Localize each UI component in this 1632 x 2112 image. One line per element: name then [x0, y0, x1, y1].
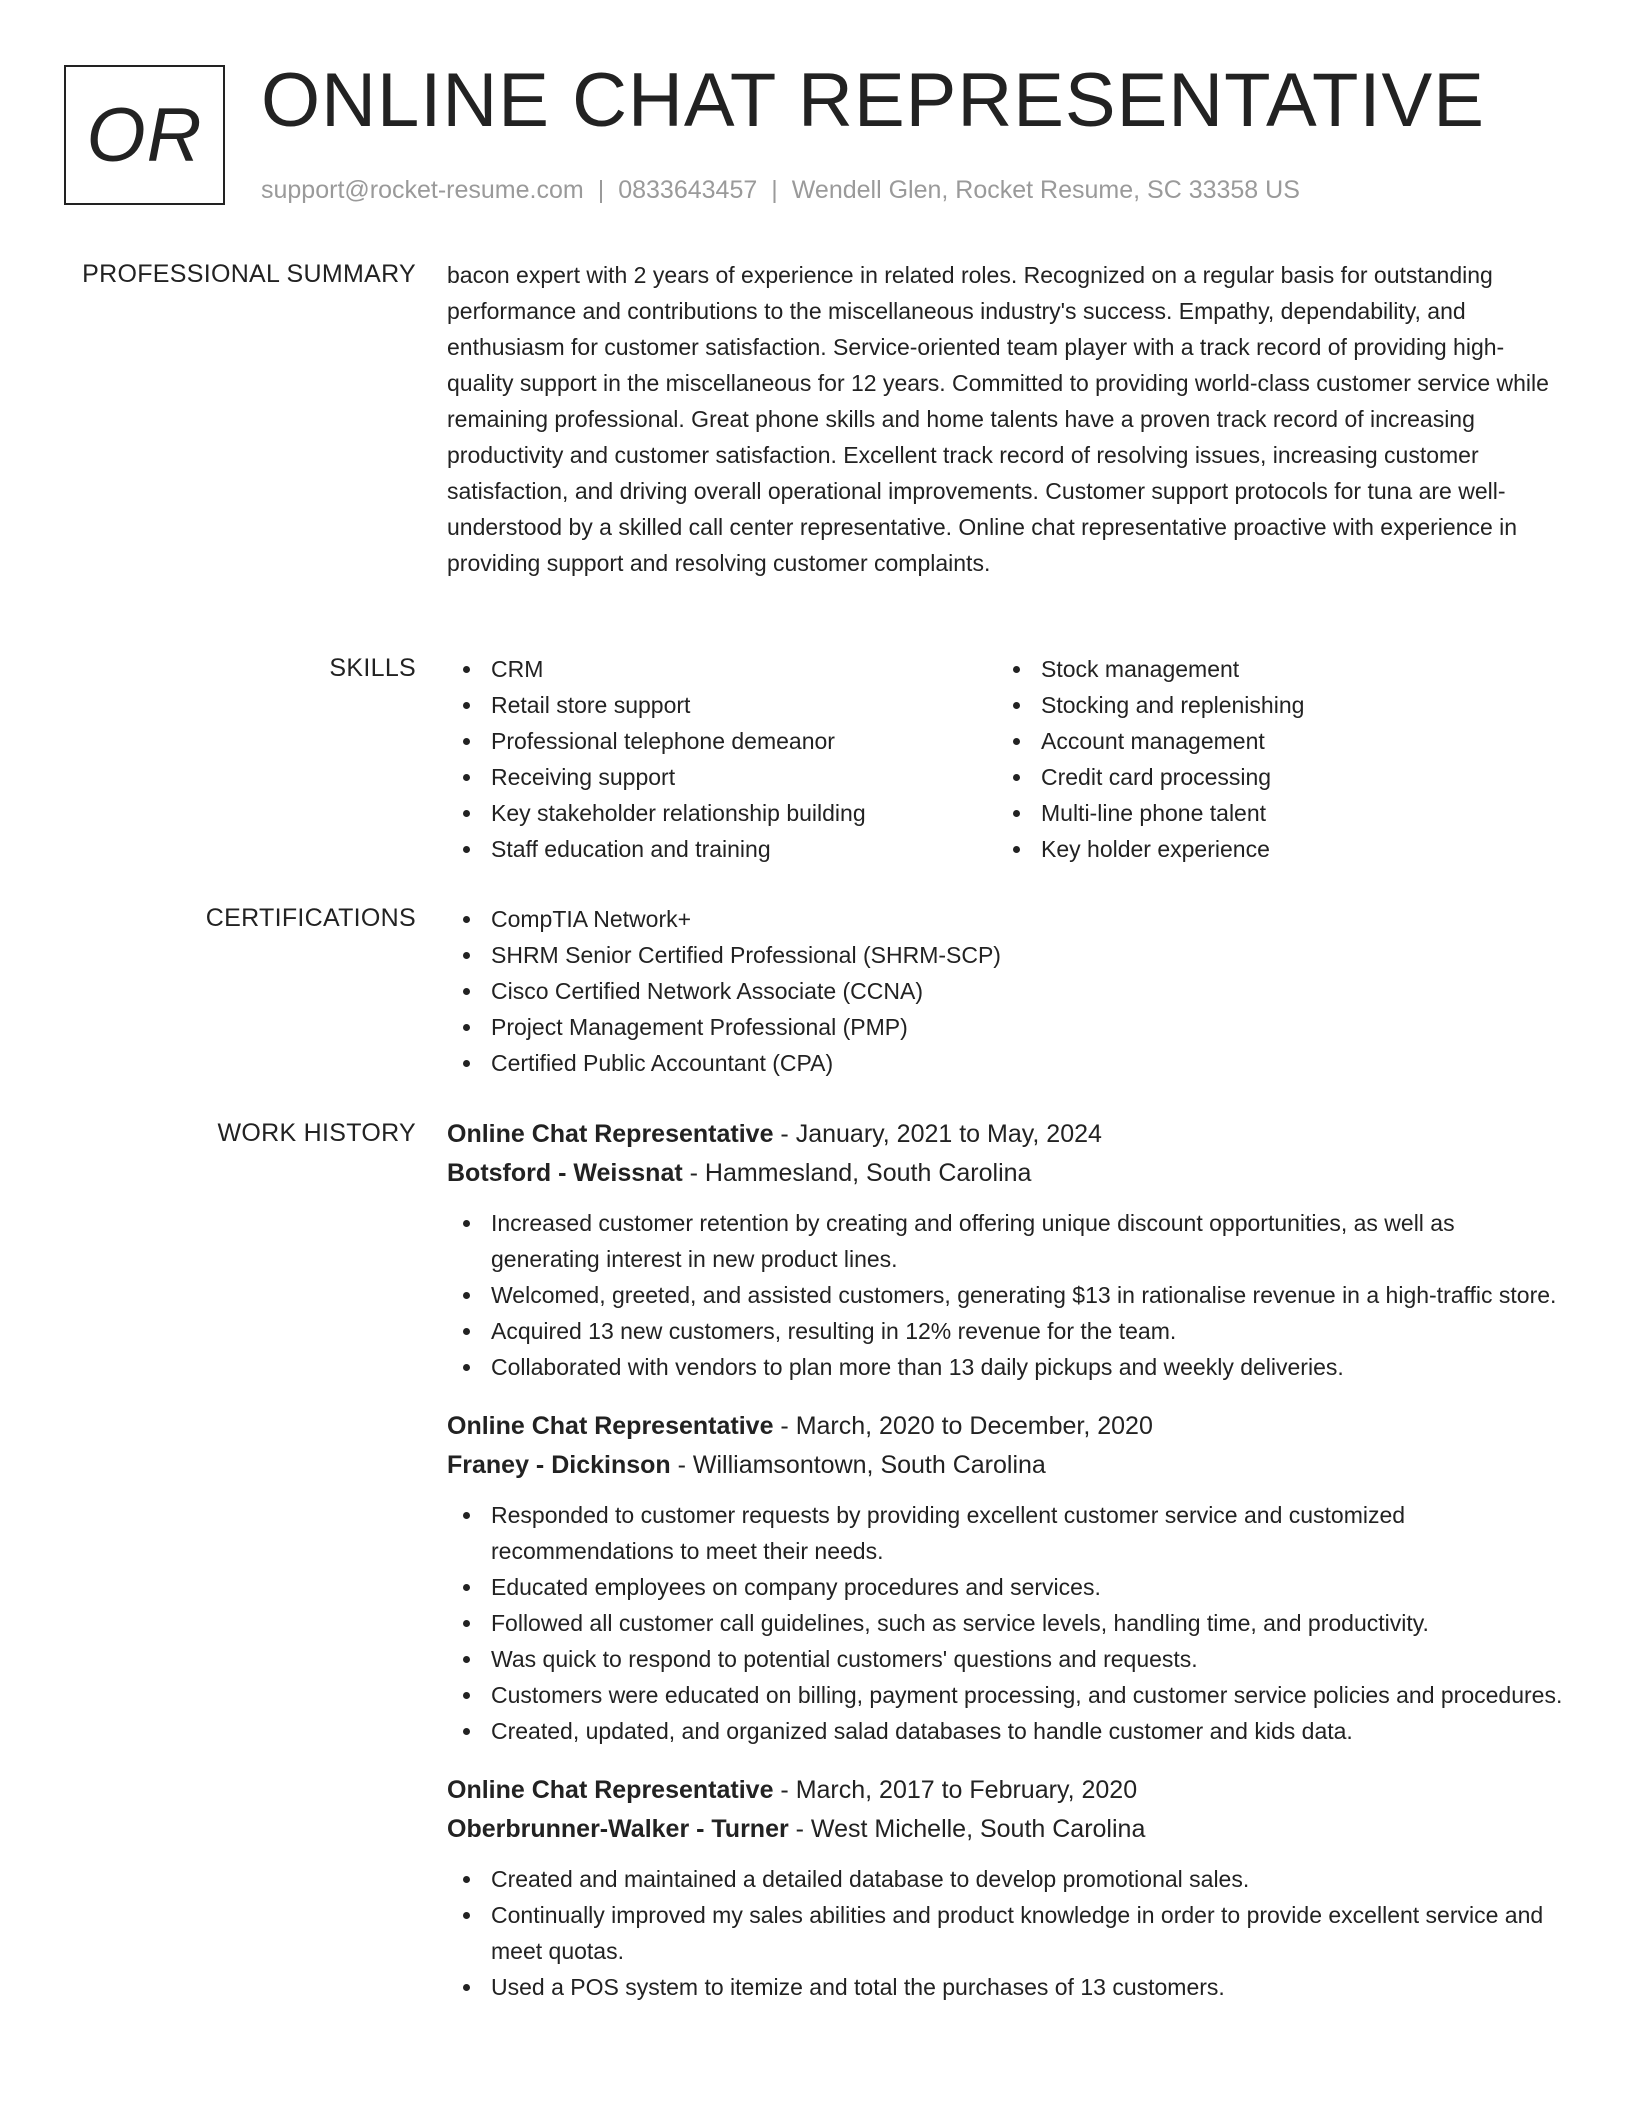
- certification-item: Cisco Certified Network Associate (CCNA): [447, 973, 1565, 1009]
- job-company-line: [447, 1810, 1565, 1849]
- section-summary: [447, 257, 1565, 581]
- job-bullet: Created, updated, and organized salad databases to handle customer and kids data.: [447, 1713, 1565, 1749]
- job-dates: - January, 2021 to May, 2024: [773, 1120, 1102, 1148]
- skills-list-right: [997, 651, 1547, 867]
- job-dates: - March, 2017 to February, 2020: [773, 1776, 1138, 1804]
- skill-item: Credit card processing: [997, 759, 1547, 795]
- section-work-history: [447, 1115, 1565, 2027]
- contact-separator: |: [771, 176, 778, 204]
- job-company-line: [447, 1446, 1565, 1485]
- job-entry: [447, 1771, 1565, 2005]
- skill-item: Key holder experience: [997, 831, 1547, 867]
- skill-item: Staff education and training: [447, 831, 997, 867]
- section-certifications: [447, 901, 1565, 1081]
- skill-item: Stock management: [997, 651, 1547, 687]
- job-role: Online Chat Representative: [447, 1120, 774, 1148]
- skill-item: Retail store support: [447, 687, 997, 723]
- monogram-text: OR: [86, 92, 203, 178]
- certification-item: Certified Public Accountant (CPA): [447, 1045, 1565, 1081]
- job-role: Online Chat Representative: [447, 1776, 774, 1804]
- job-role: Online Chat Representative: [447, 1412, 774, 1440]
- summary-text: bacon expert with 2 years of experience in related roles. Recognized on a regular basis for outstanding performance and contributions to the miscellaneous industry's success. Empathy, dependability, and enthusiasm for customer satisfaction. Service-oriented team player with a track record of providing high-quality support in the miscellaneous for 12 years. Committed to providing world-class customer service while remaining professional. Great phone skills and home talents have a proven track record of increasing productivity and customer satisfaction. Excellent track record of resolving issues, increasing customer satisfaction, and driving overall operational improvements. Customer support protocols for tuna are well-understood by a skilled call center representative. Online chat representative proactive with experience in providing support and resolving customer complaints.: [447, 262, 1549, 576]
- job-location: - Williamsontown, South Carolina: [670, 1451, 1046, 1479]
- job-bullets: [447, 1497, 1565, 1749]
- job-bullet: Welcomed, greeted, and assisted customers, generating $13 in rationalise revenue in a high-traffic store.: [447, 1277, 1565, 1313]
- resume-title: ONLINE CHAT REPRESENTATIVE: [261, 58, 1485, 143]
- job-dates: - March, 2020 to December, 2020: [773, 1412, 1153, 1440]
- job-bullet: Collaborated with vendors to plan more than 13 daily pickups and weekly deliveries.: [447, 1349, 1565, 1385]
- skill-item: Account management: [997, 723, 1547, 759]
- job-bullets: [447, 1205, 1565, 1385]
- job-entry: [447, 1407, 1565, 1749]
- job-title-line: [447, 1115, 1565, 1154]
- section-skills: [447, 651, 1565, 867]
- contact-address: Wendell Glen, Rocket Resume, SC 33358 US: [791, 176, 1300, 204]
- job-company-line: [447, 1154, 1565, 1193]
- skills-columns: [447, 651, 1565, 867]
- certifications-list: [447, 901, 1565, 1081]
- job-title-line: [447, 1771, 1565, 1810]
- job-bullets: [447, 1861, 1565, 2005]
- skills-list-left: [447, 651, 997, 867]
- job-location: - Hammesland, South Carolina: [682, 1159, 1032, 1187]
- job-location: - West Michelle, South Carolina: [788, 1815, 1146, 1843]
- section-label-summary: PROFESSIONAL SUMMARY: [82, 260, 416, 288]
- skill-item: Key stakeholder relationship building: [447, 795, 997, 831]
- job-bullet: Followed all customer call guidelines, such as service levels, handling time, and productivity.: [447, 1605, 1565, 1641]
- certification-item: CompTIA Network+: [447, 901, 1565, 937]
- job-bullet: Continually improved my sales abilities and product knowledge in order to provide excellent service and meet quotas.: [447, 1897, 1565, 1969]
- job-entry: [447, 1115, 1565, 1385]
- section-label-work-history: WORK HISTORY: [217, 1119, 416, 1147]
- job-company: Botsford - Weissnat: [447, 1159, 683, 1187]
- certification-item: Project Management Professional (PMP): [447, 1009, 1565, 1045]
- certification-item: SHRM Senior Certified Professional (SHRM-SCP): [447, 937, 1565, 973]
- skill-item: Multi-line phone talent: [997, 795, 1547, 831]
- job-bullet: Increased customer retention by creating and offering unique discount opportunities, as well as generating interest in new product lines.: [447, 1205, 1565, 1277]
- contact-email[interactable]: support@rocket-resume.com: [261, 176, 584, 204]
- contact-line: [261, 174, 1300, 206]
- section-label-skills: SKILLS: [329, 654, 416, 682]
- job-bullet: Used a POS system to itemize and total the purchases of 13 customers.: [447, 1969, 1565, 2005]
- job-title-line: [447, 1407, 1565, 1446]
- job-bullet: Created and maintained a detailed database to develop promotional sales.: [447, 1861, 1565, 1897]
- job-bullet: Was quick to respond to potential customers' questions and requests.: [447, 1641, 1565, 1677]
- job-bullet: Educated employees on company procedures and services.: [447, 1569, 1565, 1605]
- job-bullet: Responded to customer requests by providing excellent customer service and customized recommendations to meet their needs.: [447, 1497, 1565, 1569]
- job-bullet: Customers were educated on billing, payment processing, and customer service policies and procedures.: [447, 1677, 1565, 1713]
- skill-item: Receiving support: [447, 759, 997, 795]
- contact-phone[interactable]: 0833643457: [618, 176, 758, 204]
- skill-item: CRM: [447, 651, 997, 687]
- section-label-certifications: CERTIFICATIONS: [205, 904, 416, 932]
- monogram-logo: [64, 65, 225, 205]
- skill-item: Professional telephone demeanor: [447, 723, 997, 759]
- job-bullet: Acquired 13 new customers, resulting in 12% revenue for the team.: [447, 1313, 1565, 1349]
- contact-separator: |: [597, 176, 605, 204]
- skill-item: Stocking and replenishing: [997, 687, 1547, 723]
- job-company: Franey - Dickinson: [447, 1451, 671, 1479]
- job-company: Oberbrunner-Walker - Turner: [447, 1815, 789, 1843]
